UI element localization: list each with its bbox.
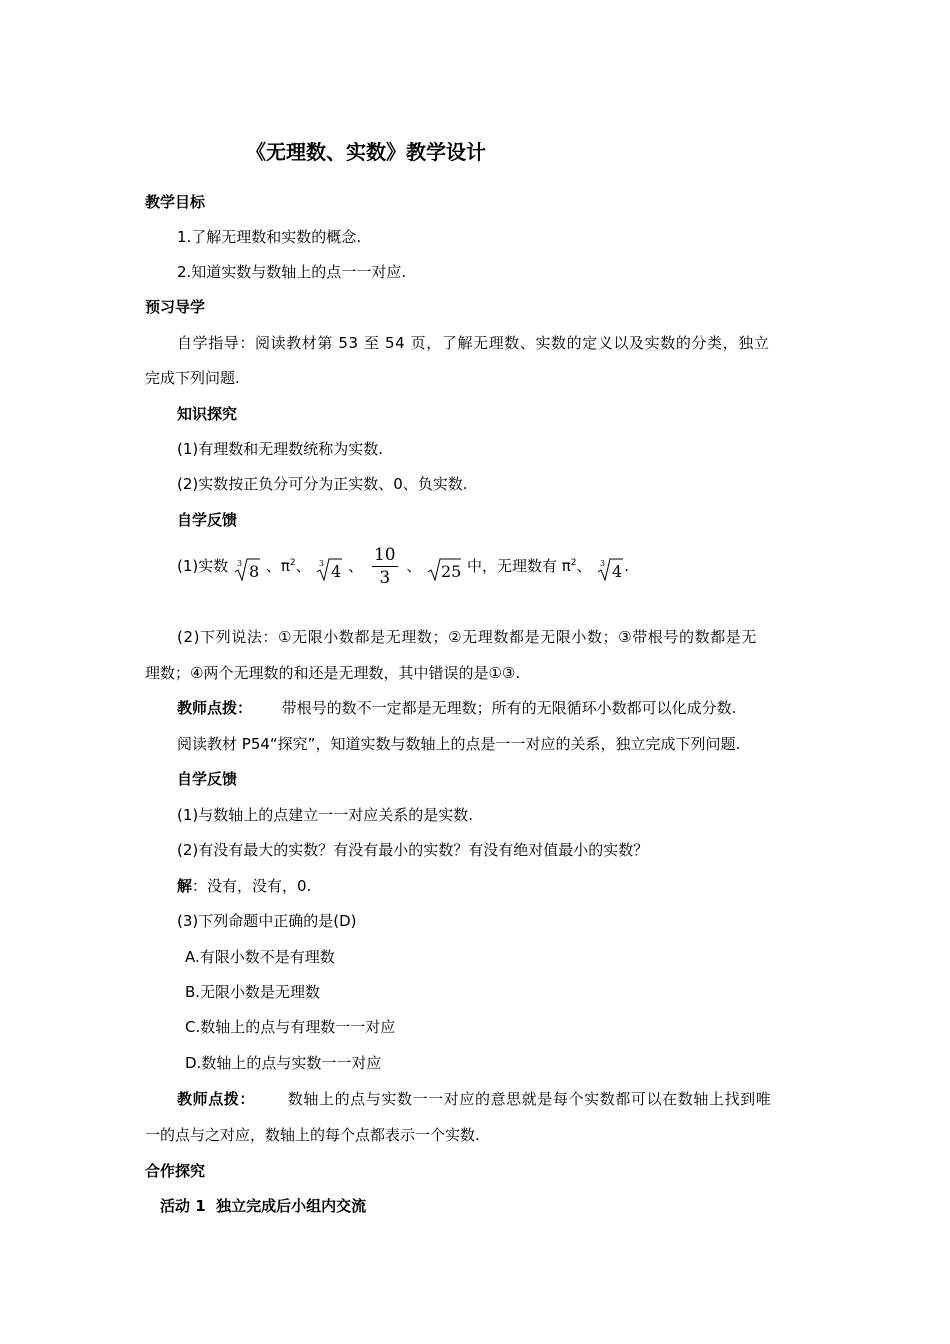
read-instruction: 阅读教材 P54“探究”，知道实数与数轴上的点是一一对应的关系，独立完成下列问题. [177, 735, 741, 753]
fraction-denominator: 3 [379, 568, 391, 588]
question-3: (3)下列命题中正确的是(D) [177, 912, 357, 930]
fb1-end: . [624, 557, 630, 575]
answer-2 [177, 876, 311, 896]
option-b: B.无限小数是无理数 [185, 983, 321, 1001]
fb1-sep2: 、 [295, 557, 311, 575]
explore-item-2: (2)实数按正负分可分为正实数、0、负实数. [177, 475, 468, 493]
option-a: A.有限小数不是有理数 [185, 948, 335, 966]
radical-sign-icon [427, 556, 461, 582]
document-title: 《无理数、实数》教学设计 [246, 140, 486, 164]
teacher-tip-2-line-2: 一的点与之对应，数轴上的每个点都表示一个实数. [145, 1126, 480, 1144]
root8-radicand: 8 [249, 562, 260, 581]
fb1-pi2-sup: 2 [570, 558, 577, 568]
teacher-tip-2-line-1 [177, 1089, 771, 1109]
fb1-prefix: (1)实数 [177, 557, 229, 575]
cube-root-8 [234, 545, 260, 591]
square-root-25 [427, 545, 461, 591]
question-2: (2)有没有最大的实数？有没有最小的实数？有没有绝对值最小的实数？ [177, 841, 649, 859]
feedback-heading-1: 自学反馈 [177, 511, 238, 529]
root8-index: 3 [237, 559, 243, 568]
fb1-middle: 中，无理数有 π [466, 557, 571, 575]
guide-line-1: 自学指导：阅读教材第 53 至 54 页，了解无理数、实数的定义以及实数的分类，独立 [177, 334, 770, 352]
guide-line-2: 完成下列问题. [145, 369, 240, 387]
explore-heading: 知识探究 [177, 405, 238, 423]
fraction-10-3 [372, 544, 398, 589]
feedback-item-2-line-1: (2)下列说法：①无限小数都是无理数；②无理数都是无限小数；③带根号的数都是无 [177, 628, 757, 646]
cube-root-4-answer [597, 545, 623, 591]
root4b-radicand: 4 [612, 562, 623, 581]
goal-1: 1.了解无理数和实数的概念. [177, 228, 362, 246]
fb1-pi-sup: 2 [289, 558, 296, 568]
goals-heading: 教学目标 [145, 193, 206, 211]
teacher-tip-2-label: 教师点拨： [177, 1090, 256, 1108]
feedback-item-2-line-2: 理数；④两个无理数的和还是无理数，其中错误的是①③. [145, 664, 521, 682]
fb1-sep5: 、 [576, 557, 592, 575]
feedback-item-1 [177, 540, 629, 590]
radical-sign-icon [597, 556, 623, 582]
teacher-tip-1 [177, 698, 736, 718]
root4-radicand: 4 [331, 562, 342, 581]
preview-heading: 预习导学 [145, 298, 206, 316]
explore-item-1: (1)有理数和无理数统称为实数. [177, 440, 384, 458]
fraction-numerator: 10 [373, 545, 396, 565]
question-1: (1)与数轴上的点建立一一对应关系的是实数. [177, 806, 474, 824]
coop-heading: 合作探究 [145, 1162, 206, 1180]
teacher-tip-text: 带根号的数不一定都是无理数；所有的无限循环小数都可以化成分数. [281, 699, 737, 717]
teacher-tip-label: 教师点拨： [177, 699, 253, 717]
cube-root-4 [316, 545, 342, 591]
activity-1: 活动 1 独立完成后小组内交流 [160, 1197, 367, 1215]
teacher-tip-2-text: 数轴上的点与实数一一对应的意思就是每个实数都可以在数轴上找到唯 [287, 1090, 772, 1108]
option-c: C.数轴上的点与有理数一一对应 [185, 1018, 396, 1036]
answer-label: 解 [177, 877, 193, 895]
radical-sign-icon [234, 556, 260, 582]
option-d: D.数轴上的点与实数一一对应 [185, 1054, 382, 1072]
fb1-sep3: 、 [348, 557, 364, 575]
root4-index: 3 [319, 559, 325, 568]
feedback-heading-2: 自学反馈 [177, 770, 238, 788]
root25-radicand: 25 [441, 562, 462, 581]
fb1-sep1: 、π [265, 557, 290, 575]
goal-2: 2.知道实数与数轴上的点一一对应. [177, 263, 407, 281]
fb1-sep4: 、 [406, 557, 422, 575]
radical-sign-icon [316, 556, 342, 582]
root4b-index: 3 [600, 559, 606, 568]
answer-text: ：没有，没有，0. [192, 877, 312, 895]
